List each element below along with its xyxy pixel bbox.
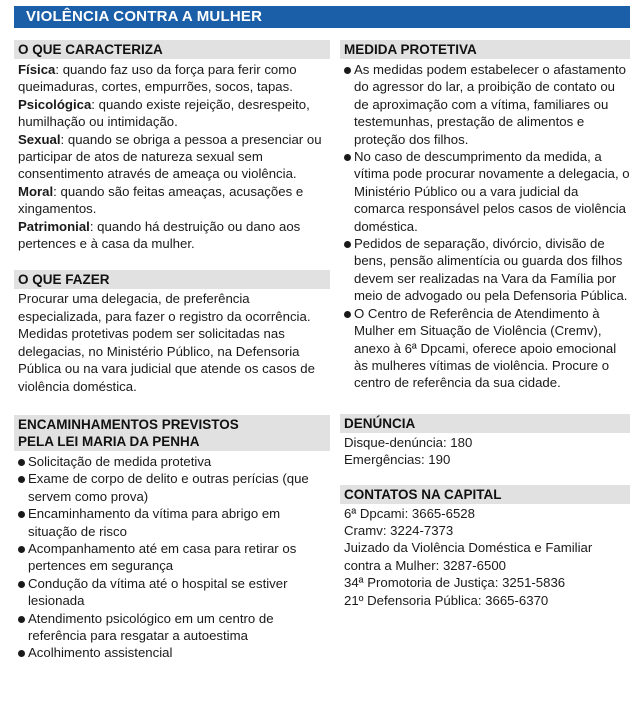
denuncia-line: Emergências: 190 [344,452,451,468]
page-title: VIOLÊNCIA CONTRA A MULHER [14,6,630,28]
o-que-fazer-text: Procurar uma delegacia, de preferência especializada, para fazer o registro da ocorrência. Medidas protetivas podem ser solicitadas nas delegacias, no Ministério Público, na Defensoria Pública ou na vara judicial que atende os casos de violência doméstica. [18,291,315,394]
list-item [344,235,630,305]
list-item-text: Acompanhamento até em casa para retirar os pertences em segurança [28,540,297,574]
denuncia-line: Disque-denúncia: 180 [344,434,473,450]
contact-line: Juizado da Violência Doméstica e Familiar contra a Mulher: 3287-6500 [344,540,593,573]
term-fisica [18,61,330,96]
list-item-text: Pedidos de separação, divórcio, divisão de bens, pensão alimentícia ou guarda dos filhos devem ser realizadas na Vara da Família por meio de advogado ou pela Defensoria Pública. [354,236,628,304]
list-item [18,610,330,645]
term-moral [18,183,330,218]
list-item-text: Atendimento psicológico em um centro de referência para resgatar a autoestima [28,610,274,643]
term-description: : quando são feitas ameaças, acusações e xingamentos. [18,183,304,217]
section-o-que-fazer [14,270,330,394]
section-heading: O QUE FAZER [14,270,330,289]
section-medida-protetiva [340,40,630,392]
section-heading: CONTATOS NA CAPITAL [340,485,630,504]
term-description: : quando existe rejeição, desrespeito, humilhação ou intimidação. [18,96,310,130]
list-item [18,453,330,470]
term-label: Sexual [18,131,61,147]
list-item-text: Solicitação de medida protetiva [28,453,212,469]
list-item [344,61,630,148]
term-description: : quando se obriga a pessoa a presenciar ou participar de atos de natureza sexual sem consentimento através de ameaça ou violência. [18,131,322,182]
section-denuncia [340,414,630,469]
contact-line: 34ª Promotoria de Justiça: 3251-5836 [344,575,566,591]
bullet-icon [344,61,354,78]
contact-line: 6ª Dpcami: 3665-6528 [344,505,475,521]
list-item-text: Exame de corpo de delito e outras perícias (que servem como prova) [28,471,309,504]
section-heading: O QUE CARACTERIZA [14,40,330,59]
list-item-text: No caso de descumprimento da medida, a vítima pode procurar novamente a delegacia, o Ministério Público ou a vara judicial da comarca responsável pelos casos de violência doméstica. [354,149,630,234]
term-label: Física [18,62,56,77]
term-description: : quando há destruição ou dano aos pertences e à casa da mulher. [18,218,301,252]
list-item [18,644,330,661]
term-psicologica [18,96,330,131]
list-item [18,540,330,575]
left-column [14,40,330,662]
list-item-text: O Centro de Referência de Atendimento à Mulher em Situação de Violência (Cremv), anexo à 6ª Dpcami, oferece apoio emocional às mulheres vítimas de violência. Procure o centro de referência da sua cidade. [354,305,617,391]
bullet-icon [344,148,354,165]
section-heading-line: ENCAMINHAMENTOS PREVISTOS [18,416,239,432]
section-heading [14,415,330,451]
right-column [340,40,630,609]
bullet-icon [18,505,28,522]
bullet-icon [18,453,28,470]
list-item-text: Encaminhamento da vítima para abrigo em situação de risco [28,506,281,539]
section-encaminhamentos [14,415,330,662]
term-label: Patrimonial [18,218,90,234]
section-heading-line: PELA LEI MARIA DA PENHA [18,433,200,449]
bullet-icon [18,470,28,487]
section-heading: MEDIDA PROTETIVA [340,40,630,59]
term-label: Psicológica [18,96,92,112]
list-item [18,505,330,540]
term-patrimonial [18,218,330,253]
list-item [18,575,330,610]
contact-line: Cramv: 3224-7373 [344,522,454,538]
section-heading: DENÚNCIA [340,414,630,433]
bullet-icon [18,540,28,557]
list-item-text: Acolhimento assistencial [28,645,173,661]
term-label: Moral [18,183,54,199]
section-o-que-caracteriza [14,40,330,252]
bullet-icon [344,235,354,252]
list-item-text: Condução da vítima até o hospital se estiver lesionada [28,575,288,609]
section-contatos [340,485,630,609]
list-item [344,305,630,392]
term-description: : quando faz uso da força para ferir como queimaduras, cortes, empurrões, socos, tapas. [18,62,297,95]
list-item [344,148,630,235]
bullet-icon [18,610,28,627]
term-sexual [18,131,330,183]
bullet-icon [344,305,354,322]
contact-line: 21º Defensoria Pública: 3665-6370 [344,592,549,608]
list-item-text: As medidas podem estabelecer o afastamento do agressor do lar, a proibição de contato ou de aproximação com a vítima, familiares ou testemunhas, prestação de alimentos e proteção dos filhos. [354,62,626,147]
list-item [18,470,330,505]
bullet-icon [18,575,28,592]
bullet-icon [18,644,28,661]
